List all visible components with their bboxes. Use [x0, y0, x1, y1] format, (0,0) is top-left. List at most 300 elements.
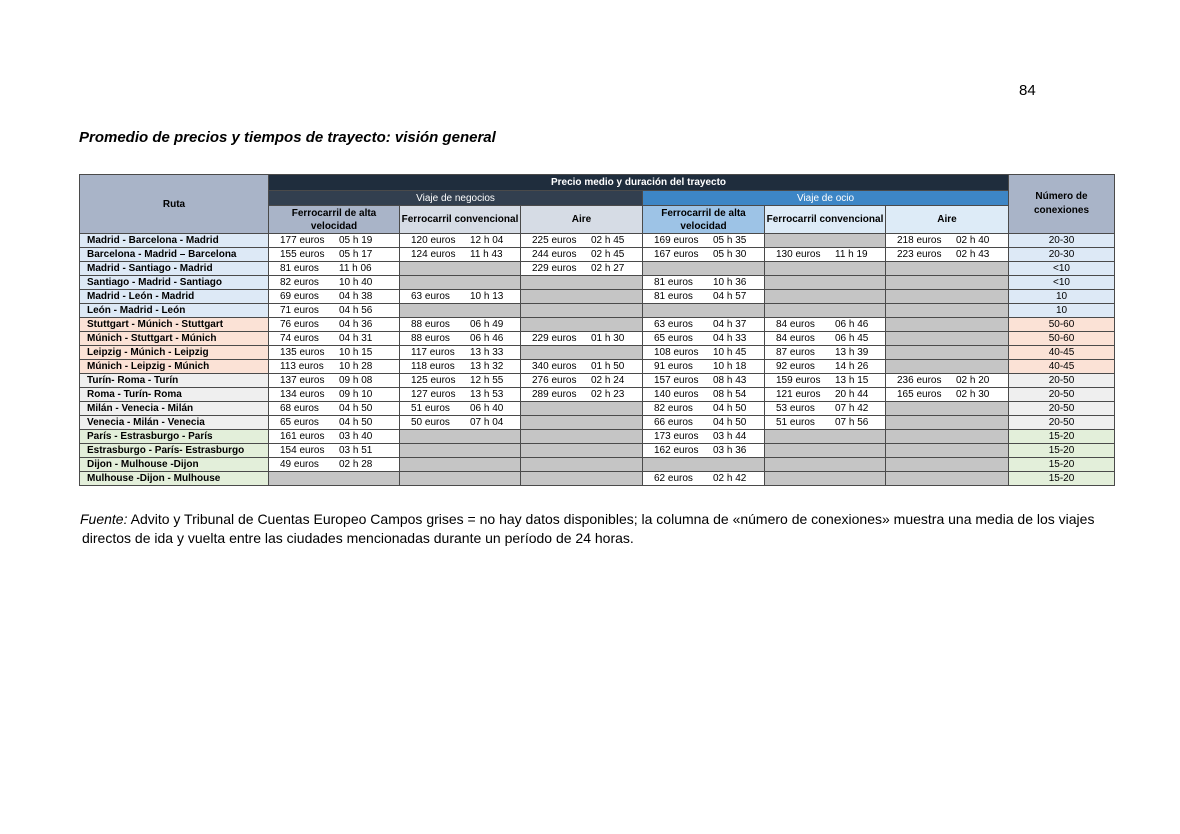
table-row	[80, 346, 1115, 360]
price-value: 82 euros	[280, 277, 319, 288]
neg-aire-no-data-cell	[521, 472, 643, 486]
table-row	[80, 402, 1115, 416]
header-neg-convencional: Ferrocarril convencional	[400, 206, 521, 234]
neg-convencional-no-data-cell	[400, 444, 521, 458]
neg-convencional-cell	[400, 332, 521, 346]
neg-aire-cell	[521, 332, 643, 346]
ocio-aire-no-data-cell	[886, 346, 1009, 360]
route-cell: Turín- Roma - Turín	[80, 374, 269, 388]
source-label: Fuente:	[80, 511, 128, 527]
neg-aire-no-data-cell	[521, 290, 643, 304]
route-cell: Mulhouse -Dijon - Mulhouse	[80, 472, 269, 486]
neg-aire-no-data-cell	[521, 318, 643, 332]
ocio-aire-no-data-cell	[886, 304, 1009, 318]
price-value: 74 euros	[280, 333, 319, 344]
price-value: 63 euros	[654, 319, 693, 330]
neg-aire-cell	[521, 248, 643, 262]
header-viaje-negocios: Viaje de negocios	[269, 191, 643, 206]
route-cell: París - Estrasburgo - París	[80, 430, 269, 444]
ocio-alta-velocidad-cell	[643, 416, 765, 430]
price-value: 127 euros	[411, 389, 456, 400]
connections-cell: 50-60	[1009, 332, 1115, 346]
neg-convencional-no-data-cell	[400, 262, 521, 276]
price-value: 289 euros	[532, 389, 577, 400]
price-value: 229 euros	[532, 333, 577, 344]
route-cell: Venecia - Milán - Venecia	[80, 416, 269, 430]
duration-value: 03 h 44	[713, 431, 747, 442]
duration-value: 01 h 30	[591, 333, 625, 344]
price-value: 117 euros	[411, 347, 455, 358]
price-value: 229 euros	[532, 263, 577, 274]
price-value: 125 euros	[411, 375, 456, 386]
neg-alta-velocidad-no-data-cell	[269, 472, 400, 486]
ocio-aire-cell	[886, 234, 1009, 248]
neg-alta-velocidad-cell	[269, 402, 400, 416]
connections-cell: 15-20	[1009, 444, 1115, 458]
duration-value: 02 h 28	[339, 459, 373, 470]
neg-alta-velocidad-cell	[269, 304, 400, 318]
header-ocio-convencional: Ferrocarril convencional	[765, 206, 886, 234]
duration-value: 06 h 45	[835, 333, 869, 344]
table-row	[80, 234, 1115, 248]
price-value: 121 euros	[776, 389, 821, 400]
duration-value: 05 h 30	[713, 249, 747, 260]
table-row	[80, 416, 1115, 430]
duration-value: 02 h 24	[591, 375, 625, 386]
ocio-convencional-cell	[765, 332, 886, 346]
route-cell: Santiago - Madrid - Santiago	[80, 276, 269, 290]
price-value: 88 euros	[411, 333, 450, 344]
duration-value: 10 h 36	[713, 277, 747, 288]
duration-value: 04 h 50	[339, 403, 373, 414]
duration-value: 02 h 40	[956, 235, 990, 246]
price-value: 218 euros	[897, 235, 942, 246]
neg-alta-velocidad-cell	[269, 318, 400, 332]
ocio-aire-no-data-cell	[886, 262, 1009, 276]
connections-cell: 10	[1009, 290, 1115, 304]
connections-cell: <10	[1009, 262, 1115, 276]
price-value: 169 euros	[654, 235, 699, 246]
duration-value: 10 h 15	[339, 347, 373, 358]
ocio-convencional-no-data-cell	[765, 290, 886, 304]
ocio-alta-velocidad-cell	[643, 472, 765, 486]
ocio-convencional-no-data-cell	[765, 444, 886, 458]
duration-value: 10 h 40	[339, 277, 373, 288]
route-cell: Madrid - Barcelona - Madrid	[80, 234, 269, 248]
duration-value: 04 h 36	[339, 319, 373, 330]
price-value: 161 euros	[280, 431, 325, 442]
duration-value: 04 h 50	[713, 403, 747, 414]
duration-value: 11 h 06	[339, 263, 372, 274]
neg-aire-cell	[521, 360, 643, 374]
connections-cell: 40-45	[1009, 346, 1115, 360]
price-value: 134 euros	[280, 389, 325, 400]
route-cell: Madrid - León - Madrid	[80, 290, 269, 304]
ocio-aire-no-data-cell	[886, 444, 1009, 458]
neg-convencional-cell	[400, 388, 521, 402]
price-value: 140 euros	[654, 389, 699, 400]
connections-cell: 15-20	[1009, 430, 1115, 444]
header-viaje-ocio: Viaje de ocio	[643, 191, 1009, 206]
price-value: 118 euros	[411, 361, 455, 372]
route-cell: Estrasburgo - París- Estrasburgo	[80, 444, 269, 458]
neg-alta-velocidad-cell	[269, 234, 400, 248]
source-text-line2: directos de ida y vuelta entre las ciudades mencionadas durante un período de 24 horas.	[82, 530, 634, 546]
ocio-aire-no-data-cell	[886, 402, 1009, 416]
price-value: 82 euros	[654, 403, 693, 414]
ocio-aire-cell	[886, 388, 1009, 402]
table-row	[80, 430, 1115, 444]
connections-cell: 20-50	[1009, 416, 1115, 430]
route-cell: Madrid - Santiago - Madrid	[80, 262, 269, 276]
ocio-aire-no-data-cell	[886, 472, 1009, 486]
duration-value: 02 h 20	[956, 375, 990, 386]
neg-alta-velocidad-cell	[269, 374, 400, 388]
duration-value: 13 h 32	[470, 361, 504, 372]
duration-value: 04 h 33	[713, 333, 747, 344]
neg-convencional-cell	[400, 234, 521, 248]
duration-value: 01 h 50	[591, 361, 625, 372]
duration-value: 06 h 46	[470, 333, 504, 344]
neg-alta-velocidad-cell	[269, 346, 400, 360]
ocio-aire-cell	[886, 248, 1009, 262]
ocio-aire-no-data-cell	[886, 290, 1009, 304]
neg-aire-no-data-cell	[521, 458, 643, 472]
connections-cell: 15-20	[1009, 472, 1115, 486]
price-value: 244 euros	[532, 249, 577, 260]
neg-aire-cell	[521, 388, 643, 402]
ocio-convencional-cell	[765, 248, 886, 262]
neg-alta-velocidad-cell	[269, 360, 400, 374]
source-note	[80, 510, 1120, 548]
price-value: 81 euros	[280, 263, 319, 274]
ocio-convencional-cell	[765, 346, 886, 360]
price-value: 162 euros	[654, 445, 699, 456]
duration-value: 08 h 43	[713, 375, 747, 386]
price-value: 236 euros	[897, 375, 942, 386]
ocio-convencional-no-data-cell	[765, 458, 886, 472]
duration-value: 07 h 56	[835, 417, 869, 428]
duration-value: 04 h 56	[339, 305, 373, 316]
duration-value: 10 h 28	[339, 361, 373, 372]
price-value: 340 euros	[532, 361, 577, 372]
price-value: 53 euros	[776, 403, 815, 414]
ocio-alta-velocidad-cell	[643, 430, 765, 444]
price-value: 69 euros	[280, 291, 319, 302]
header-neg-aire: Aire	[521, 206, 643, 234]
price-value: 137 euros	[280, 375, 325, 386]
duration-value: 12 h 55	[470, 375, 504, 386]
route-cell: Leipzig - Múnich - Leipzig	[80, 346, 269, 360]
duration-value: 07 h 42	[835, 403, 869, 414]
duration-value: 03 h 36	[713, 445, 747, 456]
table-row	[80, 248, 1115, 262]
neg-alta-velocidad-cell	[269, 248, 400, 262]
price-value: 113 euros	[280, 361, 324, 372]
connections-cell: 20-50	[1009, 374, 1115, 388]
duration-value: 02 h 42	[713, 473, 747, 484]
price-value: 177 euros	[280, 235, 325, 246]
page-title: Promedio de precios y tiempos de trayecto: visión general	[79, 129, 496, 146]
ocio-alta-velocidad-no-data-cell	[643, 304, 765, 318]
ocio-aire-no-data-cell	[886, 360, 1009, 374]
price-value: 81 euros	[654, 291, 693, 302]
duration-value: 02 h 30	[956, 389, 990, 400]
duration-value: 04 h 57	[713, 291, 747, 302]
duration-value: 08 h 54	[713, 389, 747, 400]
table-row	[80, 458, 1115, 472]
table-row	[80, 388, 1115, 402]
duration-value: 13 h 33	[470, 347, 504, 358]
neg-convencional-cell	[400, 402, 521, 416]
neg-convencional-cell	[400, 290, 521, 304]
neg-convencional-no-data-cell	[400, 276, 521, 290]
neg-alta-velocidad-cell	[269, 430, 400, 444]
duration-value: 09 h 08	[339, 375, 373, 386]
ocio-alta-velocidad-cell	[643, 248, 765, 262]
ocio-alta-velocidad-cell	[643, 318, 765, 332]
neg-alta-velocidad-cell	[269, 262, 400, 276]
table-row	[80, 290, 1115, 304]
neg-convencional-cell	[400, 248, 521, 262]
route-cell: Múnich - Leipzig - Múnich	[80, 360, 269, 374]
ocio-alta-velocidad-cell	[643, 402, 765, 416]
duration-value: 03 h 40	[339, 431, 373, 442]
table-row	[80, 318, 1115, 332]
ocio-alta-velocidad-cell	[643, 332, 765, 346]
duration-value: 02 h 43	[956, 249, 990, 260]
ocio-aire-no-data-cell	[886, 416, 1009, 430]
table-row	[80, 276, 1115, 290]
neg-convencional-cell	[400, 360, 521, 374]
duration-value: 06 h 40	[470, 403, 504, 414]
ocio-aire-no-data-cell	[886, 430, 1009, 444]
ocio-aire-no-data-cell	[886, 458, 1009, 472]
header-ocio-aire: Aire	[886, 206, 1009, 234]
neg-convencional-no-data-cell	[400, 458, 521, 472]
duration-value: 14 h 26	[835, 361, 869, 372]
route-cell: Dijon - Mulhouse -Dijon	[80, 458, 269, 472]
neg-convencional-cell	[400, 346, 521, 360]
neg-alta-velocidad-cell	[269, 416, 400, 430]
price-value: 276 euros	[532, 375, 577, 386]
header-precio-medio: Precio medio y duración del trayecto	[269, 175, 1009, 191]
neg-aire-cell	[521, 374, 643, 388]
duration-value: 06 h 49	[470, 319, 504, 330]
price-value: 120 euros	[411, 235, 456, 246]
duration-value: 07 h 04	[470, 417, 504, 428]
duration-value: 03 h 51	[339, 445, 373, 456]
neg-alta-velocidad-cell	[269, 388, 400, 402]
ocio-convencional-no-data-cell	[765, 262, 886, 276]
table-body	[80, 234, 1115, 486]
ocio-convencional-cell	[765, 374, 886, 388]
connections-cell: 15-20	[1009, 458, 1115, 472]
price-value: 154 euros	[280, 445, 325, 456]
price-value: 84 euros	[776, 333, 815, 344]
price-value: 81 euros	[654, 277, 693, 288]
neg-convencional-cell	[400, 318, 521, 332]
ocio-alta-velocidad-cell	[643, 360, 765, 374]
duration-value: 10 h 45	[713, 347, 747, 358]
table-row	[80, 332, 1115, 346]
ocio-alta-velocidad-no-data-cell	[643, 458, 765, 472]
neg-convencional-no-data-cell	[400, 430, 521, 444]
ocio-alta-velocidad-cell	[643, 290, 765, 304]
connections-cell: 20-30	[1009, 248, 1115, 262]
price-value: 108 euros	[654, 347, 699, 358]
neg-aire-no-data-cell	[521, 346, 643, 360]
duration-value: 12 h 04	[470, 235, 504, 246]
price-value: 159 euros	[776, 375, 821, 386]
ocio-aire-no-data-cell	[886, 318, 1009, 332]
connections-cell: 20-30	[1009, 234, 1115, 248]
ocio-convencional-no-data-cell	[765, 430, 886, 444]
price-value: 92 euros	[776, 361, 815, 372]
ocio-convencional-no-data-cell	[765, 276, 886, 290]
price-value: 157 euros	[654, 375, 699, 386]
ocio-convencional-cell	[765, 360, 886, 374]
ocio-convencional-cell	[765, 388, 886, 402]
ocio-convencional-cell	[765, 318, 886, 332]
ocio-alta-velocidad-cell	[643, 444, 765, 458]
price-value: 50 euros	[411, 417, 450, 428]
route-cell: León - Madrid - León	[80, 304, 269, 318]
neg-convencional-cell	[400, 416, 521, 430]
ocio-alta-velocidad-cell	[643, 276, 765, 290]
neg-alta-velocidad-cell	[269, 332, 400, 346]
price-value: 173 euros	[654, 431, 699, 442]
table-row	[80, 472, 1115, 486]
duration-value: 02 h 27	[591, 263, 625, 274]
duration-value: 04 h 31	[339, 333, 373, 344]
price-time-table	[79, 174, 1115, 486]
duration-value: 05 h 35	[713, 235, 747, 246]
duration-value: 10 h 18	[713, 361, 747, 372]
ocio-aire-cell	[886, 374, 1009, 388]
table-row	[80, 304, 1115, 318]
duration-value: 13 h 15	[835, 375, 869, 386]
duration-value: 04 h 50	[339, 417, 373, 428]
route-cell: Múnich - Stuttgart - Múnich	[80, 332, 269, 346]
connections-cell: 40-45	[1009, 360, 1115, 374]
neg-convencional-cell	[400, 374, 521, 388]
route-cell: Stuttgart - Múnich - Stuttgart	[80, 318, 269, 332]
duration-value: 02 h 45	[591, 249, 625, 260]
ocio-convencional-no-data-cell	[765, 304, 886, 318]
price-value: 167 euros	[654, 249, 699, 260]
price-value: 155 euros	[280, 249, 325, 260]
price-value: 225 euros	[532, 235, 577, 246]
ocio-aire-no-data-cell	[886, 332, 1009, 346]
price-value: 49 euros	[280, 459, 319, 470]
duration-value: 20 h 44	[835, 389, 869, 400]
ocio-convencional-cell	[765, 416, 886, 430]
duration-value: 13 h 53	[470, 389, 504, 400]
price-value: 84 euros	[776, 319, 815, 330]
price-value: 51 euros	[776, 417, 815, 428]
ocio-alta-velocidad-cell	[643, 234, 765, 248]
duration-value: 02 h 23	[591, 389, 625, 400]
price-value: 91 euros	[654, 361, 693, 372]
duration-value: 06 h 46	[835, 319, 869, 330]
ocio-alta-velocidad-no-data-cell	[643, 262, 765, 276]
table-row	[80, 262, 1115, 276]
connections-cell: 20-50	[1009, 402, 1115, 416]
neg-alta-velocidad-cell	[269, 458, 400, 472]
header-neg-alta-velocidad: Ferrocarril de alta velocidad	[269, 206, 400, 234]
connections-cell: 20-50	[1009, 388, 1115, 402]
price-value: 51 euros	[411, 403, 450, 414]
neg-alta-velocidad-cell	[269, 290, 400, 304]
ocio-alta-velocidad-cell	[643, 388, 765, 402]
price-value: 135 euros	[280, 347, 325, 358]
table-row	[80, 360, 1115, 374]
ocio-aire-no-data-cell	[886, 276, 1009, 290]
neg-alta-velocidad-cell	[269, 444, 400, 458]
duration-value: 05 h 19	[339, 235, 373, 246]
duration-value: 09 h 10	[339, 389, 373, 400]
price-value: 65 euros	[654, 333, 693, 344]
duration-value: 04 h 38	[339, 291, 373, 302]
duration-value: 04 h 50	[713, 417, 747, 428]
table-row	[80, 374, 1115, 388]
connections-cell: 10	[1009, 304, 1115, 318]
ocio-convencional-cell	[765, 402, 886, 416]
neg-aire-no-data-cell	[521, 276, 643, 290]
price-value: 68 euros	[280, 403, 319, 414]
price-value: 223 euros	[897, 249, 942, 260]
price-value: 130 euros	[776, 249, 821, 260]
route-cell: Milán - Venecia - Milán	[80, 402, 269, 416]
ocio-convencional-no-data-cell	[765, 234, 886, 248]
price-value: 88 euros	[411, 319, 450, 330]
route-cell: Barcelona - Madrid – Barcelona	[80, 248, 269, 262]
neg-aire-no-data-cell	[521, 444, 643, 458]
price-value: 76 euros	[280, 319, 319, 330]
route-cell: Roma - Turín- Roma	[80, 388, 269, 402]
price-value: 165 euros	[897, 389, 942, 400]
ocio-alta-velocidad-cell	[643, 374, 765, 388]
neg-convencional-no-data-cell	[400, 304, 521, 318]
duration-value: 05 h 17	[339, 249, 373, 260]
duration-value: 04 h 37	[713, 319, 747, 330]
price-value: 87 euros	[776, 347, 815, 358]
table-row	[80, 444, 1115, 458]
neg-aire-cell	[521, 262, 643, 276]
neg-aire-no-data-cell	[521, 304, 643, 318]
duration-value: 13 h 39	[835, 347, 869, 358]
neg-aire-no-data-cell	[521, 430, 643, 444]
header-ruta: Ruta	[80, 175, 269, 234]
duration-value: 11 h 19	[835, 249, 868, 260]
neg-aire-no-data-cell	[521, 402, 643, 416]
neg-alta-velocidad-cell	[269, 276, 400, 290]
duration-value: 02 h 45	[591, 235, 625, 246]
ocio-alta-velocidad-cell	[643, 346, 765, 360]
page-number: 84	[1019, 82, 1036, 99]
header-ocio-alta-velocidad: Ferrocarril de alta velocidad	[643, 206, 765, 234]
neg-convencional-no-data-cell	[400, 472, 521, 486]
duration-value: 11 h 43	[470, 249, 503, 260]
neg-aire-cell	[521, 234, 643, 248]
price-value: 71 euros	[280, 305, 319, 316]
neg-aire-no-data-cell	[521, 416, 643, 430]
price-value: 63 euros	[411, 291, 450, 302]
price-value: 65 euros	[280, 417, 319, 428]
duration-value: 10 h 13	[470, 291, 504, 302]
price-value: 62 euros	[654, 473, 693, 484]
